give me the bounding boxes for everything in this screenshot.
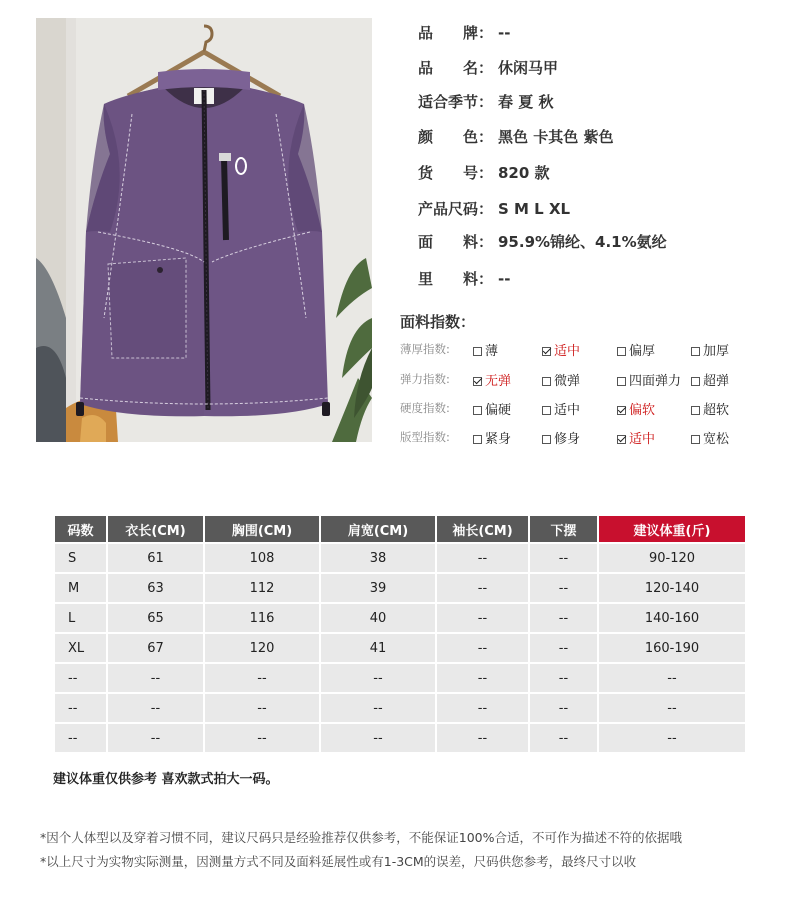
table-cell: --: [530, 634, 597, 662]
checkbox-icon: [542, 377, 551, 386]
table-cell: --: [437, 544, 528, 572]
table-cell: --: [437, 604, 528, 632]
checkbox-icon: [542, 406, 551, 415]
table-cell: 120-140: [599, 574, 745, 602]
table-cell: --: [321, 694, 435, 722]
table-cell: --: [205, 724, 319, 752]
spec-fabric: 面 料： 95.9%锦纶、4.1%氨纶: [418, 233, 667, 251]
table-cell: --: [530, 664, 597, 692]
option-checkbox: 宽松: [691, 428, 729, 447]
spec-season: 适合季节： 春 夏 秋: [418, 93, 554, 111]
column-header: 下摆: [530, 516, 597, 542]
checkbox-icon: [617, 377, 626, 386]
checked-checkbox-icon: [473, 377, 482, 386]
checkbox-icon: [617, 347, 626, 356]
table-cell: 140-160: [599, 604, 745, 632]
table-row: [55, 574, 745, 602]
table-cell: 63: [108, 574, 203, 602]
checked-checkbox-icon: [617, 435, 626, 444]
option-checkbox: 偏软: [617, 399, 655, 418]
table-cell: 112: [205, 574, 319, 602]
table-cell: M: [55, 574, 106, 602]
checkbox-icon: [473, 347, 482, 356]
footnote-2: *以上尺寸为实物实际测量，因测量方式不同及面料延展性或有1-3CM的误差，尺码供您参考，最终尺寸以收: [40, 854, 637, 869]
table-cell: 90-120: [599, 544, 745, 572]
table-cell: 120: [205, 634, 319, 662]
option-checkbox: 适中: [617, 428, 655, 447]
table-row: [55, 724, 745, 752]
option-checkbox: 紧身: [473, 428, 511, 447]
footnote-1: *因个人体型以及穿着习惯不同，建议尺码只是经验推荐仅供参考，不能保证100%合适，不可作为描述不符的依据哦: [40, 830, 682, 845]
table-cell: --: [437, 724, 528, 752]
option-checkbox: 适中: [542, 340, 580, 359]
column-header: 码数: [55, 516, 106, 542]
table-cell: --: [437, 664, 528, 692]
column-header-weight: 建议体重(斤): [599, 516, 745, 542]
table-row: [55, 544, 745, 572]
fabric-index-title: 面料指数：: [400, 313, 476, 331]
checkbox-icon: [473, 406, 482, 415]
table-cell: 39: [321, 574, 435, 602]
option-checkbox: 四面弹力: [617, 370, 681, 389]
table-cell: --: [108, 694, 203, 722]
table-cell: --: [321, 664, 435, 692]
spec-sizes: 产品尺码： S M L XL: [418, 200, 571, 218]
column-header: 肩宽(CM): [321, 516, 435, 542]
size-chart-table: [53, 514, 747, 754]
checkbox-icon: [691, 377, 700, 386]
column-header: 袖长(CM): [437, 516, 528, 542]
table-cell: --: [530, 574, 597, 602]
table-cell: --: [599, 694, 745, 722]
table-cell: 116: [205, 604, 319, 632]
checked-checkbox-icon: [617, 406, 626, 415]
table-cell: 160-190: [599, 634, 745, 662]
table-cell: --: [321, 724, 435, 752]
checked-checkbox-icon: [542, 347, 551, 356]
table-cell: 108: [205, 544, 319, 572]
column-header: 胸围(CM): [205, 516, 319, 542]
table-row: [55, 604, 745, 632]
checkbox-icon: [473, 435, 482, 444]
spec-item-number: 货 号： 820 款: [418, 164, 550, 182]
table-cell: --: [205, 664, 319, 692]
checkbox-icon: [691, 406, 700, 415]
table-row: [55, 664, 745, 692]
spec-color: 颜 色： 黑色 卡其色 紫色: [418, 128, 614, 146]
table-cell: 40: [321, 604, 435, 632]
option-checkbox: 薄: [473, 340, 498, 359]
table-cell: --: [55, 664, 106, 692]
table-cell: --: [55, 724, 106, 752]
option-checkbox: 适中: [542, 399, 580, 418]
table-cell: --: [530, 544, 597, 572]
weight-note: 建议体重仅供参考 喜欢款式拍大一码。: [53, 772, 279, 787]
table-header-row: [55, 516, 745, 542]
option-checkbox: 偏硬: [473, 399, 511, 418]
table-cell: --: [530, 694, 597, 722]
table-cell: 41: [321, 634, 435, 662]
table-cell: --: [530, 724, 597, 752]
table-cell: --: [108, 724, 203, 752]
option-checkbox: 微弹: [542, 370, 580, 389]
spec-name: 品 名： 休闲马甲: [418, 59, 559, 77]
table-cell: 38: [321, 544, 435, 572]
option-checkbox: 偏厚: [617, 340, 655, 359]
checkbox-icon: [542, 435, 551, 444]
table-cell: --: [530, 604, 597, 632]
option-checkbox: 超弹: [691, 370, 729, 389]
table-cell: 61: [108, 544, 203, 572]
table-cell: --: [437, 574, 528, 602]
checkbox-icon: [691, 347, 700, 356]
option-checkbox: 超软: [691, 399, 729, 418]
column-header: 衣长(CM): [108, 516, 203, 542]
table-row: [55, 634, 745, 662]
table-cell: 67: [108, 634, 203, 662]
spec-brand: 品 牌： --: [418, 24, 511, 42]
table-cell: 65: [108, 604, 203, 632]
table-cell: --: [437, 694, 528, 722]
product-photo: [36, 18, 372, 442]
table-cell: --: [599, 724, 745, 752]
checkbox-icon: [691, 435, 700, 444]
option-checkbox: 加厚: [691, 340, 729, 359]
table-cell: --: [205, 694, 319, 722]
option-checkbox: 修身: [542, 428, 580, 447]
option-checkbox: 无弹: [473, 370, 511, 389]
table-cell: --: [437, 634, 528, 662]
table-row: [55, 694, 745, 722]
table-cell: --: [55, 694, 106, 722]
table-cell: --: [599, 664, 745, 692]
spec-lining: 里 料： --: [418, 270, 511, 288]
table-cell: XL: [55, 634, 106, 662]
table-cell: L: [55, 604, 106, 632]
table-cell: S: [55, 544, 106, 572]
table-cell: --: [108, 664, 203, 692]
